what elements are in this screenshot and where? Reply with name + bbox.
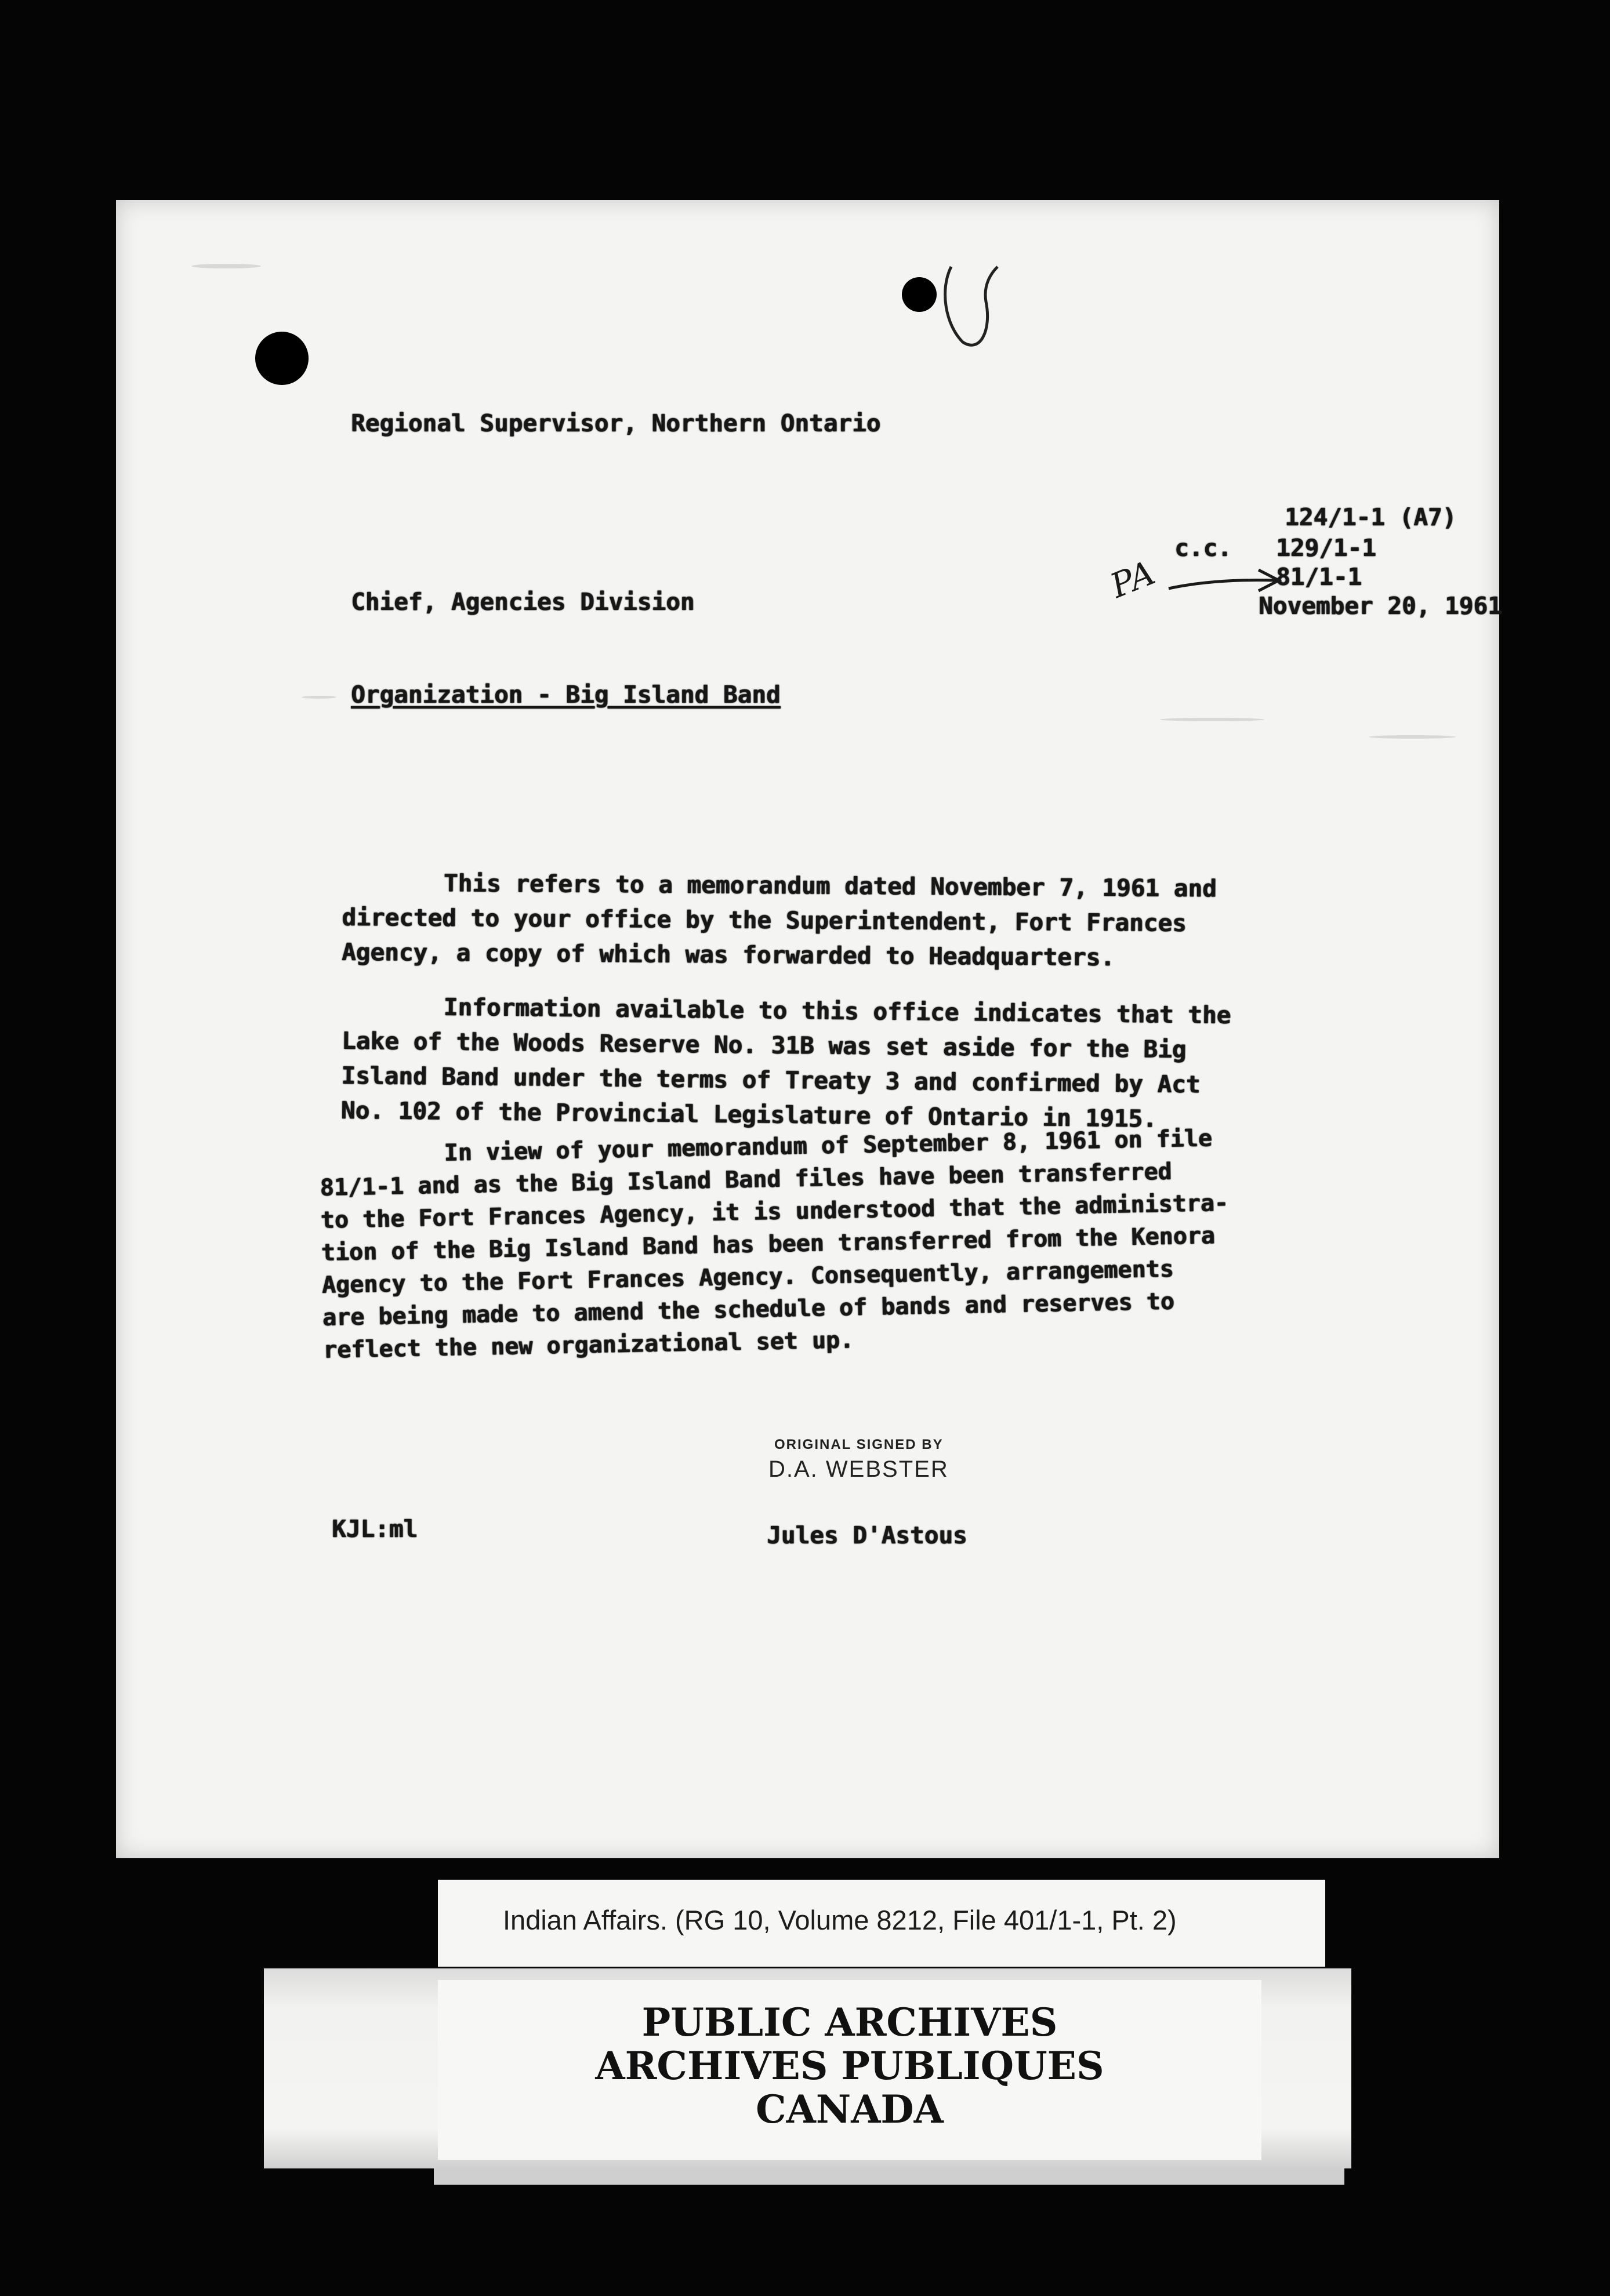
paragraph-line: directed to your office by the Superintendent, Fort Frances <box>342 903 1187 938</box>
paragraph-line: In view of your memorandum of September 8, 1961 on file <box>444 1125 1213 1167</box>
memo-subject: Organization - Big Island Band <box>351 681 781 709</box>
handwritten-initials: PA <box>1105 553 1161 606</box>
paragraph-line: reflect the new organizational set up. <box>322 1327 854 1364</box>
paragraph-line: tion of the Big Island Band has been transferred from the Kenora <box>321 1222 1216 1266</box>
paragraph-line: to the Fort Frances Agency, it is understood that the administra- <box>320 1189 1229 1234</box>
paragraph-line: This refers to a memorandum dated November 7, 1961 and <box>443 869 1217 903</box>
punch-hole-left <box>255 332 309 385</box>
archive-citation-label <box>438 1880 1325 1967</box>
body-paragraph-2 <box>340 989 1231 1137</box>
body-paragraph-3 <box>319 1122 1231 1367</box>
typist-initials: KJL:ml <box>332 1515 418 1543</box>
archive-stamp-box <box>438 1980 1261 2160</box>
archive-line-2: ARCHIVES PUBLIQUES <box>595 2043 1104 2088</box>
paragraph-line: 81/1-1 and as the Big Island Band files have been transferred <box>320 1158 1172 1201</box>
label-bottom-strip <box>434 2168 1344 2185</box>
cc-file-1: 129/1-1 <box>1276 534 1376 562</box>
signatory-name: Jules D'Astous <box>767 1521 967 1549</box>
paragraph-line: Lake of the Woods Reserve No. 31B was set aside for the Big <box>341 1026 1187 1064</box>
cc-label: c.c. <box>1174 534 1232 562</box>
paragraph-line: Agency to the Fort Frances Agency. Consequently, arrangements <box>321 1255 1174 1299</box>
memo-to: Regional Supervisor, Northern Ontario <box>351 409 881 437</box>
cc-file-2: 81/1-1 <box>1276 563 1362 591</box>
handwritten-check-mark <box>928 255 1009 359</box>
body-paragraph-1 <box>342 865 1217 976</box>
paper-speck <box>1369 735 1456 739</box>
memo-from: Chief, Agencies Division <box>351 588 695 616</box>
archive-citation: Indian Affairs. (RG 10, Volume 8212, File 401/1-1, Pt. 2) <box>503 1905 1177 1935</box>
file-reference: 124/1-1 (A7) <box>1285 503 1457 531</box>
paper-speck <box>1160 718 1264 721</box>
signature-stamp-name: D.A. WEBSTER <box>768 1456 949 1482</box>
paragraph-line: Information available to this office indicates that the <box>443 993 1231 1030</box>
paragraph-line: are being made to amend the schedule of bands and reserves to <box>322 1288 1175 1331</box>
paragraph-line: No. 102 of the Provincial Legislature of Ontario in 1915. <box>340 1096 1157 1133</box>
archive-stamp-label <box>264 1968 1351 2168</box>
archive-line-1: PUBLIC ARCHIVES <box>641 2000 1058 2045</box>
paper-speck <box>302 696 336 699</box>
archive-line-3: CANADA <box>756 2087 944 2132</box>
paper-speck <box>191 264 261 268</box>
paragraph-line: Agency, a copy of which was forwarded to Headquarters. <box>341 938 1115 972</box>
memo-date: November 20, 1961 <box>1259 592 1502 620</box>
paragraph-line: Island Band under the terms of Treaty 3 and confirmed by Act <box>341 1061 1201 1099</box>
signature-stamp-label: ORIGINAL SIGNED BY <box>774 1437 944 1452</box>
